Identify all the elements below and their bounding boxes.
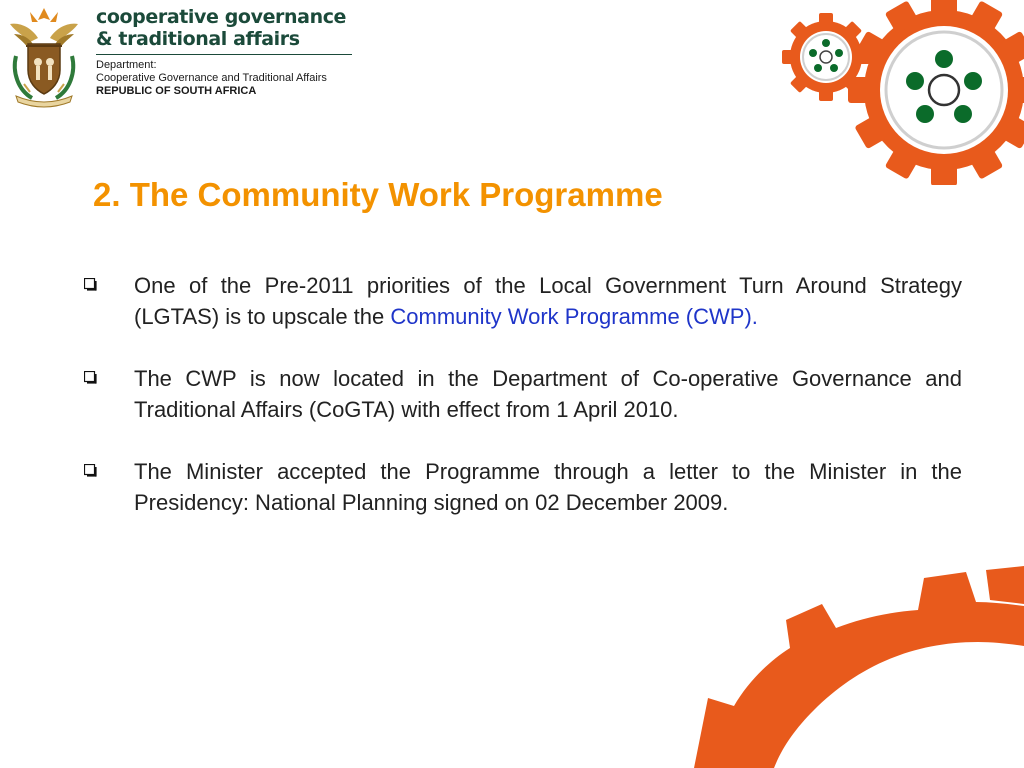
bullet-list (82, 270, 962, 549)
department-label: Department: (96, 59, 157, 71)
slide-title: 2. The Community Work Programme (93, 176, 663, 213)
department-details (96, 59, 327, 98)
checkbox-bullet-icon (84, 278, 97, 291)
gear-icon (780, 0, 1024, 185)
bullet-text: The Minister accepted the Programme through a letter to the Minister in the Presidency: National Planning signed on 02 December 2009. (134, 459, 962, 515)
checkbox-bullet-icon (84, 464, 97, 477)
department-logo (0, 0, 360, 115)
gear-icon (690, 560, 1024, 768)
bullet-item (82, 363, 962, 425)
department-full-name: Cooperative Governance and Traditional Affairs (96, 72, 327, 84)
department-name-line2: & traditional affairs (96, 28, 300, 50)
checkbox-bullet-icon (84, 371, 97, 384)
bullet-highlight: Community Work Programme (CWP). (390, 304, 758, 329)
bullet-text: One of the Pre-2011 priorities of the Local Government Turn Around Strategy (LGTAS) is to upscale the (134, 273, 962, 329)
header-divider (96, 54, 352, 55)
department-name (96, 6, 346, 50)
department-name-line1: cooperative governance (96, 6, 347, 28)
department-country: REPUBLIC OF SOUTH AFRICA (96, 85, 257, 97)
bullet-item (82, 456, 962, 518)
coat-of-arms-icon (6, 6, 82, 108)
bullet-item (82, 270, 962, 332)
bullet-text: The CWP is now located in the Department of Co-operative Governance and Traditional Affairs (CoGTA) with effect from 1 April 2010. (134, 366, 962, 422)
